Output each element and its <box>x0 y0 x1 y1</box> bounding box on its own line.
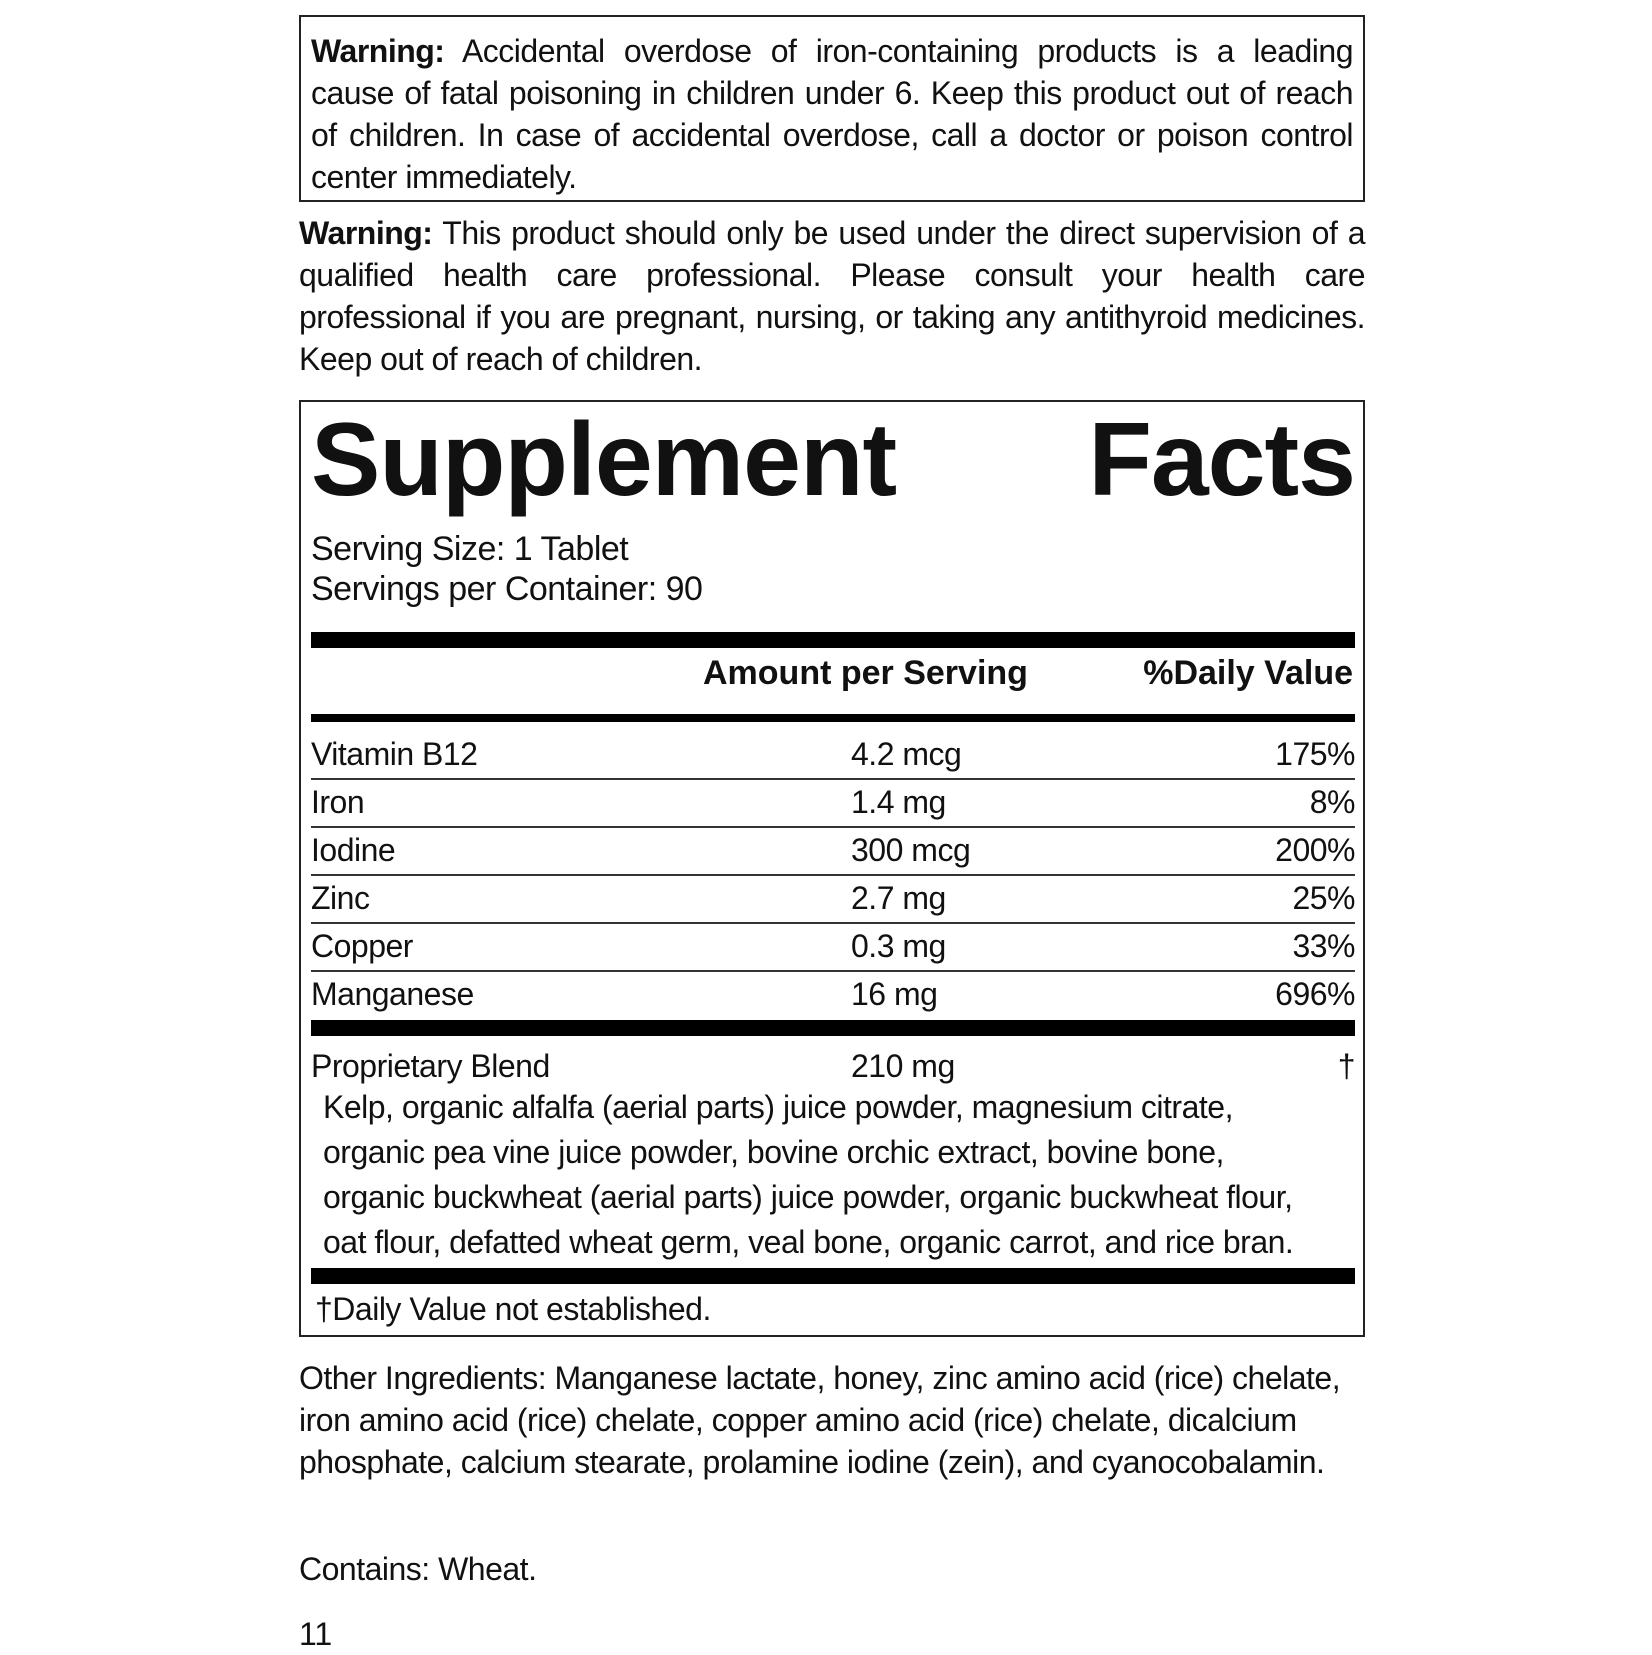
nutrient-row <box>311 730 1355 778</box>
nutrient-row <box>311 778 1355 826</box>
nutrient-name: Zinc <box>311 880 370 916</box>
nutrient-row <box>311 826 1355 874</box>
supervision-warning <box>299 212 1365 380</box>
nutrient-daily-value: 25% <box>1292 880 1355 916</box>
nutrient-daily-value: 175% <box>1275 736 1355 772</box>
thick-rule-middle <box>311 1020 1355 1036</box>
other-ingredients: Other Ingredients: Manganese lactate, honey, zinc amino acid (rice) chelate, iron amino acid (rice) chelate, copper amino acid (rice) chelate, dicalcium phosphate, calcium stearate, prolamine iodine (zein), and cyanocobalamin. <box>299 1360 1341 1480</box>
nutrient-name: Iodine <box>311 832 396 868</box>
nutrient-daily-value: 8% <box>1309 784 1355 820</box>
medium-rule <box>311 714 1355 722</box>
servings-per-container: Servings per Container: 90 <box>311 570 703 608</box>
nutrient-amount: 2.7 mg <box>851 880 946 916</box>
blend-amount: 210 mg <box>851 1048 955 1084</box>
supervision-warning-label: Warning: <box>299 215 433 251</box>
daily-value-footnote: †Daily Value not established. <box>315 1291 711 1327</box>
nutrient-amount: 0.3 mg <box>851 928 946 964</box>
nutrient-row <box>311 922 1355 970</box>
blend-name: Proprietary Blend <box>311 1048 550 1084</box>
supplement-facts-panel <box>299 400 1365 1337</box>
nutrient-amount: 300 mcg <box>851 832 971 868</box>
nutrient-daily-value: 33% <box>1292 928 1355 964</box>
nutrient-daily-value: 200% <box>1275 832 1355 868</box>
nutrient-name: Copper <box>311 928 413 964</box>
iron-warning-label: Warning: <box>311 33 445 69</box>
nutrient-name: Vitamin B12 <box>311 736 478 772</box>
nutrient-amount: 4.2 mcg <box>851 736 962 772</box>
serving-size: Serving Size: 1 Tablet <box>311 530 629 568</box>
title-word-supplement: Supplement <box>311 402 897 518</box>
supplement-facts-title <box>311 404 1355 516</box>
header-amount-per-serving: Amount per Serving <box>703 654 1028 692</box>
nutrient-row <box>311 970 1355 1018</box>
header-daily-value: %Daily Value <box>1143 654 1353 692</box>
iron-warning-text: Accidental overdose of iron-containing products is a leading cause of fatal poisoning in children under 6. Keep this product out of reach of children. In case of accidental overdose, call a doctor or poison control center immediately. <box>311 33 1354 195</box>
blend-dagger: † <box>1337 1048 1355 1084</box>
nutrient-amount: 16 mg <box>851 976 938 1012</box>
page-number: 11 <box>299 1616 333 1652</box>
blend-ingredients: Kelp, organic alfalfa (aerial parts) juice powder, magnesium citrate, organic pea vine juice powder, bovine orchic extract, bovine bone, organic buckwheat (aerial parts) juice powder, organic buckwheat flour, oat flour, defatted wheat germ, veal bone, organic carrot, and rice bran. <box>323 1089 1294 1260</box>
iron-warning-box <box>299 15 1365 202</box>
proprietary-blend-row <box>311 1042 1355 1090</box>
thick-rule-bottom <box>311 1268 1355 1284</box>
supervision-warning-text: This product should only be used under the direct supervision of a qualified health care professional. Please consult your health care professional if you are pregnant, nursing, or taking any antithyroid medicines. Keep out of reach of children. <box>299 215 1366 377</box>
nutrient-amount: 1.4 mg <box>851 784 946 820</box>
nutrient-name: Iron <box>311 784 365 820</box>
thick-rule-top <box>311 632 1355 648</box>
allergen-statement: Contains: Wheat. <box>299 1551 537 1587</box>
title-word-facts: Facts <box>1088 402 1355 518</box>
nutrient-name: Manganese <box>311 976 474 1012</box>
nutrient-daily-value: 696% <box>1275 976 1355 1012</box>
nutrient-row <box>311 874 1355 922</box>
